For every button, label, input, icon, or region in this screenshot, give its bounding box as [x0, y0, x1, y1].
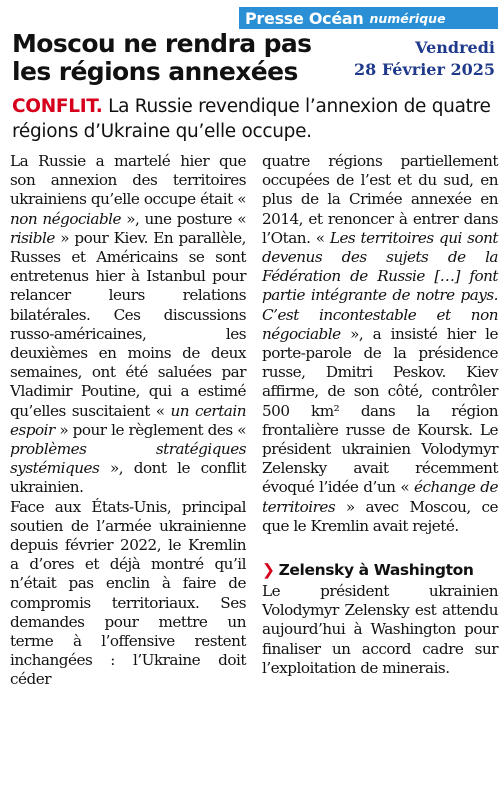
italic-quote: Les territoires qui sont devenus des sujets de la Fédération de Russie […] font partie intégrante de notre pays. C’est incontestable et non négociable — [262, 228, 498, 343]
italic-quote: non négociable — [10, 209, 122, 228]
italic-quote: problèmes stratégiques systémiques — [10, 440, 246, 478]
masthead-logo — [239, 7, 498, 29]
masthead-brand: Presse Océan — [245, 8, 364, 28]
dateline-day: Vendredi — [415, 38, 495, 57]
article-column-left — [10, 152, 246, 690]
paragraph-3: quatre régions partiellement occupées de l’est et du sud, en plus de la Crimée annexée en 2014, et renoncer à entrer dans l’Otan. « Les territoires qui sont devenus des sujets de la Fédération de Russie […] font partie intégrante de notre pays. C’est incontestable et non négociable », a insisté hier le porte-parole de la présidence russe, Dmitri Peskov. Kiev affirme, de son côté, contrôler 500 km² dans la région frontalière russe de Koursk. Le président ukrainien Volodymyr Zelensky avait récemment évoqué l’idée d’un « échange de territoires » avec Moscou, ce que le Kremlin avait rejeté. — [262, 152, 498, 535]
paragraph-4: Le président ukrainien Volodymyr Zelensky est attendu aujourd’hui à Washington pour finaliser un accord cadre sur l’exploitation de minerais. — [262, 582, 498, 677]
article-headline — [12, 30, 312, 86]
standfirst — [12, 94, 498, 144]
italic-quote: échange de territoires — [262, 478, 498, 516]
italic-quote: un certain espoir — [10, 401, 246, 439]
standfirst-kicker: CONFLIT. — [12, 96, 103, 117]
paragraph-2: Face aux États-Unis, principal soutien de l’armée ukrainienne depuis février 2022, le Kremlin a d’ores et déjà montré qu’il n’était pas enclin à faire de compromis territoriaux. Ses demandes pour mettre un terme à l’offensive restent inchangées : l’Ukraine doit céder — [10, 497, 246, 689]
chevron-right-icon: ❯ — [262, 561, 275, 580]
headline-line-2: les régions annexées — [12, 57, 298, 86]
article-column-right — [262, 152, 498, 678]
paragraph-1: La Russie a martelé hier que son annexion des territoires ukrainiens qu’elle occupe était « non négociable », une posture « risible » pour Kiev. En parallèle, Russes et Américains se sont entretenus hier à Istanbul pour relancer leurs relations bilatérales. Ces discussions russo-américaines, les deuxièmes en moins de deux semaines, ont été saluées par Vladimir Poutine, qui a estimé qu’elles suscitaient « un certain espoir » pour le règlement des « problèmes stratégiques systémiques », dont le conflit ukrainien. — [10, 152, 246, 497]
standfirst-text: La Russie revendique l’annexion de quatre régions d’Ukraine qu’elle occupe. — [12, 96, 491, 142]
section-subhead — [262, 560, 498, 580]
italic-quote: risible — [10, 228, 55, 247]
headline-line-1: Moscou ne rendra pas — [12, 29, 312, 58]
dateline-date: 28 Février 2025 — [353, 60, 495, 79]
dateline — [354, 37, 495, 81]
masthead-sub: numérique — [369, 10, 446, 26]
subhead-label: Zelensky à Washington — [278, 561, 474, 580]
